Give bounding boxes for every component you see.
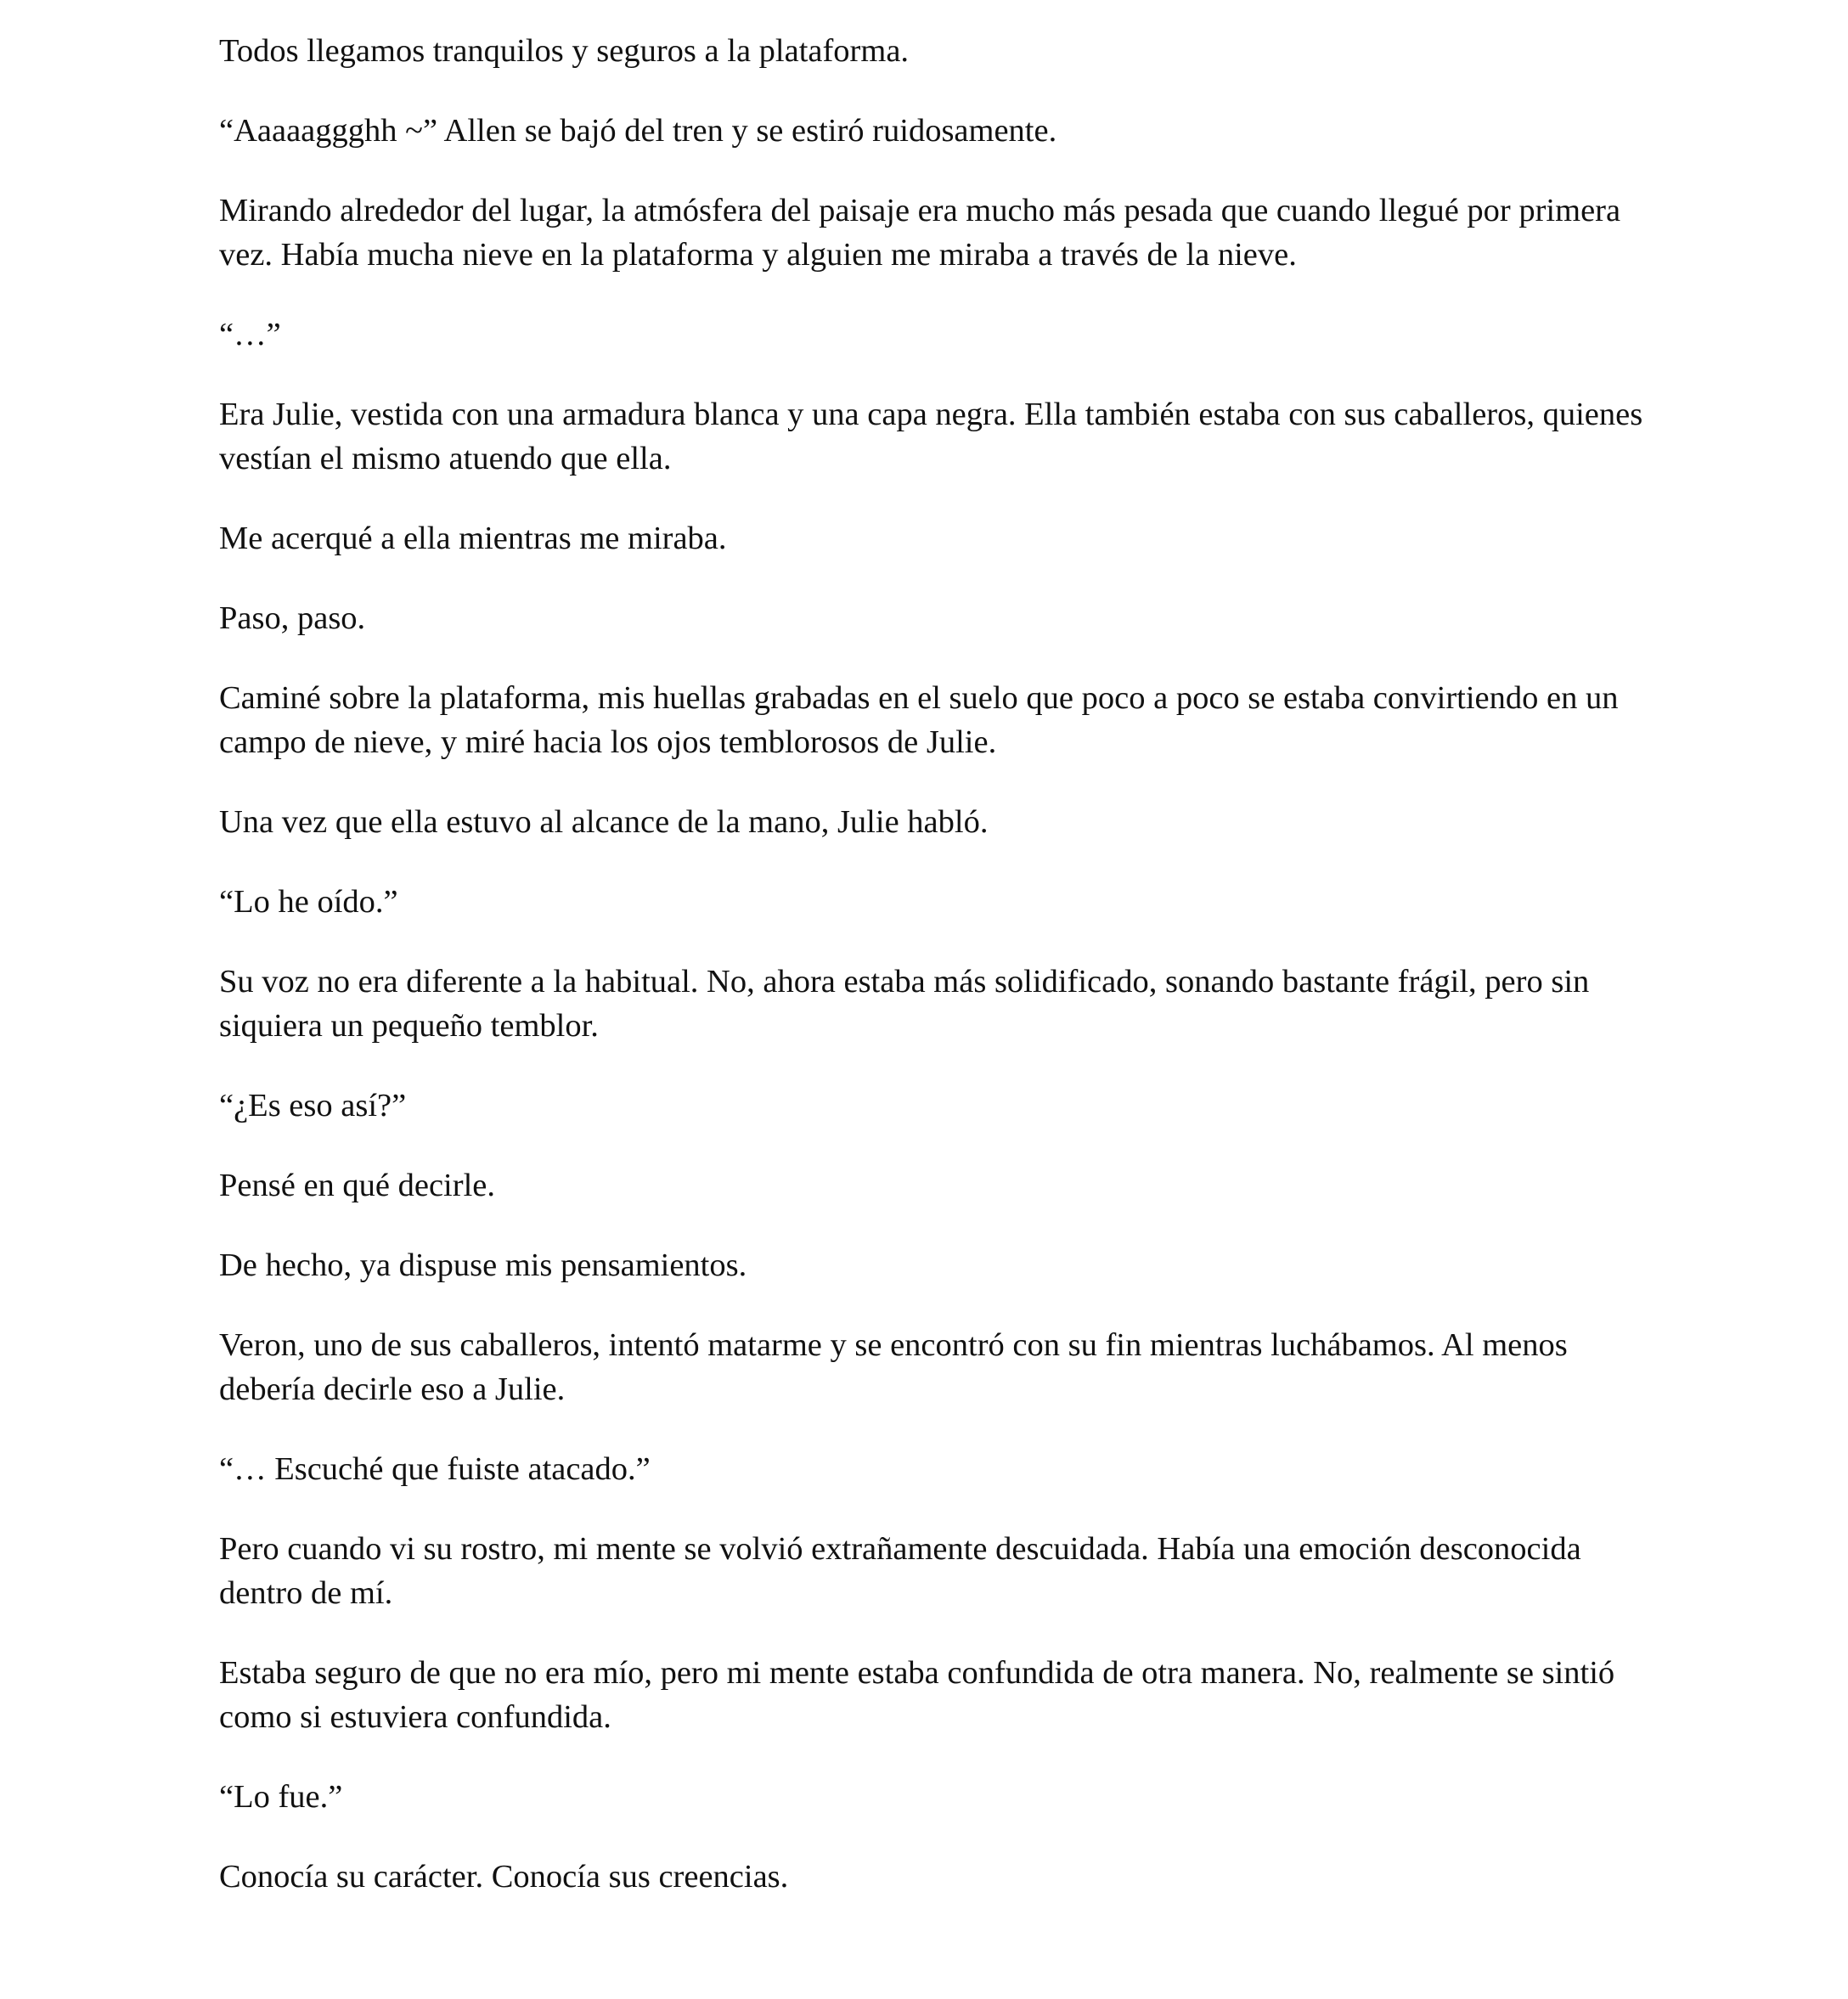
paragraph-18: Estaba seguro de que no era mío, pero mi mente estaba confundida de otra manera. No, realmente se sintió como si estuviera confundida.	[219, 1655, 1615, 1735]
paragraph-12: “¿Es eso así?”	[219, 1088, 407, 1123]
paragraph-9: Una vez que ella estuvo al alcance de la mano, Julie habló.	[219, 804, 989, 840]
document-page	[219, 29, 1663, 1934]
paragraph-6: Me acerqué a ella mientras me miraba.	[219, 521, 727, 556]
paragraph-16: “… Escuché que fuiste atacado.”	[219, 1451, 651, 1487]
paragraph-2: “Aaaaaggghh ~” Allen se bajó del tren y se estiró ruidosamente.	[219, 113, 1057, 149]
paragraph-3: Mirando alrededor del lugar, la atmósfera del paisaje era mucho más pesada que cuando llegué por primera vez. Había mucha nieve en la plataforma y alguien me miraba a través de la nieve.	[219, 193, 1621, 273]
paragraph-14: De hecho, ya dispuse mis pensamientos.	[219, 1247, 747, 1283]
paragraph-13: Pensé en qué decirle.	[219, 1168, 495, 1203]
paragraph-17: Pero cuando vi su rostro, mi mente se volvió extrañamente descuidada. Había una emoción desconocida dentro de mí.	[219, 1531, 1581, 1611]
paragraph-8: Caminé sobre la plataforma, mis huellas grabadas en el suelo que poco a poco se estaba convirtiendo en un campo de nieve, y miré hacia los ojos temblorosos de Julie.	[219, 680, 1619, 760]
paragraph-15: Veron, uno de sus caballeros, intentó matarme y se encontró con su fin mientras luchábamos. Al menos debería decirle eso a Julie.	[219, 1327, 1568, 1407]
paragraph-5: Era Julie, vestida con una armadura blanca y una capa negra. Ella también estaba con sus caballeros, quienes vestían el mismo atuendo que ella.	[219, 397, 1643, 476]
paragraph-11: Su voz no era diferente a la habitual. No, ahora estaba más solidificado, sonando bastante frágil, pero sin siquiera un pequeño temblor.	[219, 964, 1590, 1044]
paragraph-4: “…”	[219, 317, 281, 352]
paragraph-19: “Lo fue.”	[219, 1779, 343, 1815]
paragraph-7: Paso, paso.	[219, 600, 366, 636]
paragraph-10: “Lo he oído.”	[219, 884, 398, 920]
paragraph-20: Conocía su carácter. Conocía sus creencias.	[219, 1859, 789, 1895]
paragraph-1: Todos llegamos tranquilos y seguros a la plataforma.	[219, 33, 910, 69]
